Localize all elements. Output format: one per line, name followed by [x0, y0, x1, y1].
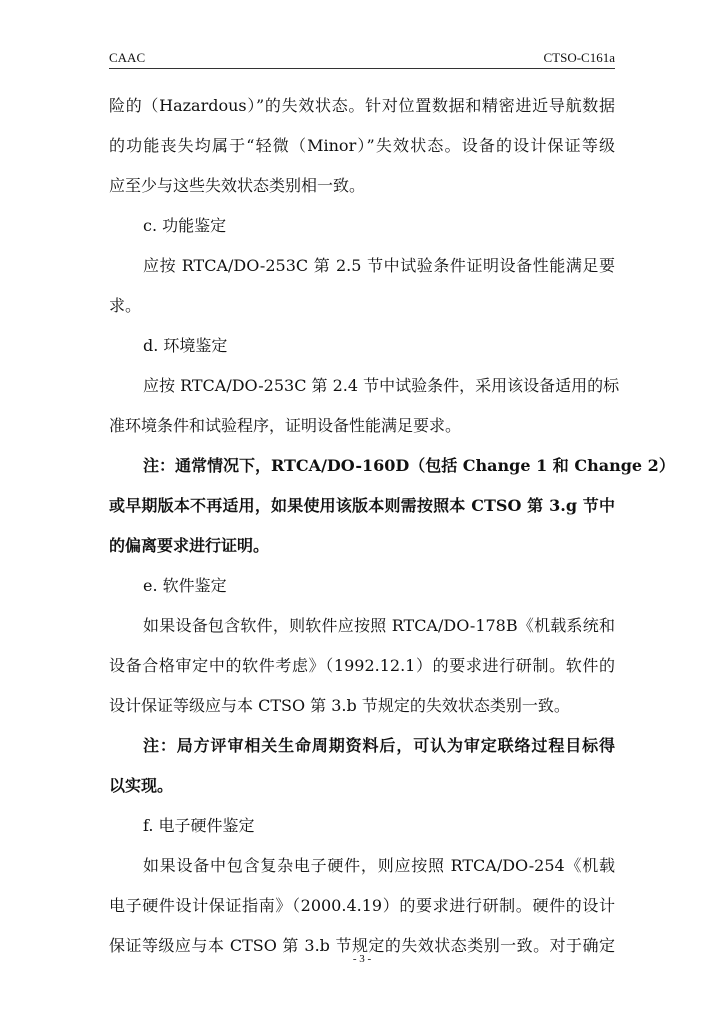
note-line: 以实现。 [109, 776, 174, 795]
body-line: 如果设备包含软件，则软件应按照 RTCA/DO-178B《机载系统和 [143, 616, 615, 635]
body-line: 应按 RTCA/DO-253C 第 2.5 节中试验条件证明设备性能满足要 [143, 256, 615, 275]
section-heading-f: f. 电子硬件鉴定 [143, 816, 255, 835]
body-line: 险的（Hazardous）”的失效状态。针对位置数据和精密进近导航数据 [109, 96, 615, 115]
body-line: 设备合格审定中的软件考虑》（1992.12.1）的要求进行研制。软件的 [109, 656, 615, 675]
body-line: 的功能丧失均属于“轻微（Minor）”失效状态。设备的设计保证等级 [109, 136, 615, 155]
body-line: 保证等级应与本 CTSO 第 3.b 节规定的失效状态类别一致。对于确定 [109, 936, 615, 955]
header-org: CAAC [109, 50, 146, 65]
body-line: 应按 RTCA/DO-253C 第 2.4 节中试验条件，采用该设备适用的标 [143, 376, 620, 395]
body-line: 求。 [109, 296, 142, 315]
body-line: 如果设备中包含复杂电子硬件，则应按照 RTCA/DO-254《机载 [143, 856, 615, 875]
header-doc-id: CTSO-C161a [543, 50, 615, 65]
note-line: 注：局方评审相关生命周期资料后，可认为审定联络过程目标得 [143, 736, 615, 755]
body-line: 应至少与这些失效状态类别相一致。 [109, 176, 366, 195]
note-line: 注：通常情况下，RTCA/DO-160D（包括 Change 1 和 Change 2） [143, 456, 675, 475]
body-line: 设计保证等级应与本 CTSO 第 3.b 节规定的失效状态类别一致。 [109, 696, 570, 715]
page-header [109, 50, 615, 69]
note-line: 或早期版本不再适用，如果使用该版本则需按照本 CTSO 第 3.g 节中 [109, 496, 615, 515]
section-heading-c: c. 功能鉴定 [143, 216, 227, 235]
note-line: 的偏离要求进行证明。 [109, 536, 270, 555]
body-line: 准环境条件和试验程序，证明设备性能满足要求。 [109, 416, 462, 435]
body-line: 电子硬件设计保证指南》（2000.4.19）的要求进行研制。硬件的设计 [109, 896, 615, 915]
section-heading-d: d. 环境鉴定 [143, 336, 228, 355]
section-heading-e: e. 软件鉴定 [143, 576, 227, 595]
page-number: - 3 - [352, 953, 372, 965]
